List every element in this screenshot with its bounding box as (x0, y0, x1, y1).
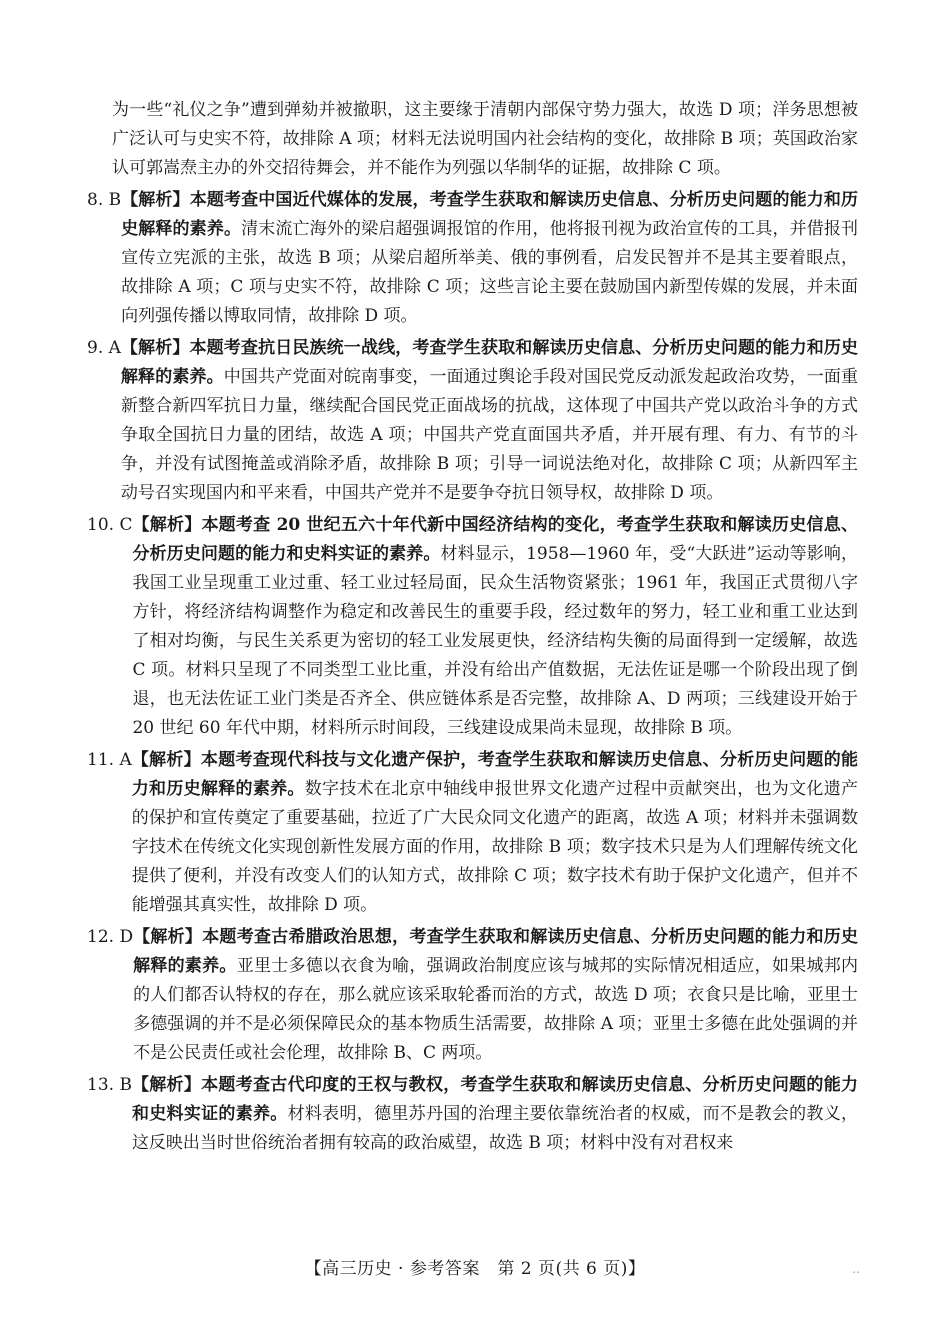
item-number: 12. D (87, 927, 134, 947)
footer-dots: .. (852, 1262, 860, 1276)
analysis-tag: 【解析】 (133, 927, 203, 947)
item-explanation: 材料表明，德里苏丹国的治理主要依靠统治者的权威，而不是教会的教义，这反映出当时世俗统治者拥有较高的政治威望，故选 B 项；材料中没有对君权来 (131, 1104, 859, 1153)
item-focus: 本题考查中国近代媒体的发展，考查学生获取和解读历史信息、分析历史问题的能力和历史解释的素养。 (121, 190, 859, 239)
item-explanation: 亚里士多德以衣食为喻，强调政治制度应该与城邦的实际情况相适应，如果城邦内的人们都否认特权的存在，那么就应该采取轮番而治的方式，故选 D 项；衣食只是比喻，亚里士多德强调的并不是必须保障民众的基本物质生活需要，故排除 A 项；亚里士多德在此处强调的并不是公民责任或社会伦理，故排除 B、C 两项。 (133, 956, 859, 1063)
item-focus: 本题考查古希腊政治思想，考查学生获取和解读历史信息、分析历史问题的能力和历史解释的素养。 (133, 927, 859, 976)
item-focus: 本题考查现代科技与文化遗产保护，考查学生获取和解读历史信息、分析历史问题的能力和历史解释的素养。 (131, 750, 859, 799)
item-focus: 本题考查抗日民族统一战线，考查学生获取和解读历史信息、分析历史问题的能力和历史解释的素养。 (120, 338, 859, 387)
item-number: 9. A (87, 338, 121, 358)
item-explanation: 清末流亡海外的梁启超强调报馆的作用，他将报刊视为政治宣传的工具，并借报刊宣传立宪派的主张，故选 B 项；从梁启超所举美、俄的事例看，启发民智并不是其主要着眼点，故排除 A 项；C 项与史实不符，故排除 C 项；这些言论主要在鼓励国内新型传媒的发展，并未面向列强传播以博取同情，故排除 D 项。 (121, 219, 859, 326)
item-number: 8. B (87, 190, 122, 210)
intro-paragraph: 为一些“礼仪之争”遭到弹劾并被撤职，这主要缘于清朝内部保守势力强大，故选 D 项；洋务思想被广泛认可与史实不符，故排除 A 项；材料无法说明国内社会结构的变化，故排除 B 项；英国政治家认可郭嵩焘主办的外交招待舞会，并不能作为列强以华制华的证据，故排除 C 项。 (112, 100, 858, 178)
answer-item-10 (87, 511, 859, 743)
item-explanation: 中国共产党面对皖南事变，一面通过舆论手段对国民党反动派发起政治攻势，一面重新整合新四军抗日力量，继续配合国民党正面战场的抗战，这体现了中国共产党以政治斗争的方式争取全国抗日力量的团结，故选 A 项；中国共产党直面国共矛盾，并开展有理、有力、有节的斗争，并没有试图掩盖或消除矛盾，故排除 B 项；引导一词说法绝对化，故排除 C 项；从新四军主动号召实现国内和平来看，中国共产党并不是要争夺抗日领导权，故排除 D 项。 (120, 367, 859, 503)
analysis-tag: 【解析】 (121, 190, 190, 210)
answer-item-9 (87, 334, 859, 508)
answer-item-13 (87, 1071, 859, 1158)
item-number: 11. A (87, 750, 132, 770)
item-explanation: 材料显示，1958—1960 年，受“大跃进”运动等影响，我国工业呈现重工业过重、轻工业过轻局面，民众生活物资紧张；1961 年，我国正式贯彻八字方针，将经济结构调整作为稳定和改善民生的重要手段，经过数年的努力，轻工业和重工业达到了相对均衡，与民生关系更为密切的轻工业发展更快，经济结构失衡的局面得到一定缓解，故选 C 项。材料只呈现了不同类型工业比重，并没有给出产值数据，无法佐证是哪一个阶段出现了倒退，也无法佐证工业门类是否齐全、供应链体系是否完整，故排除 A、D 两项；三线建设开始于 20 世纪 60 年代中期，材料所示时间段，三线建设成果尚未显现，故排除 B 项。 (132, 544, 859, 738)
item-focus: 本题考查古代印度的王权与教权，考查学生获取和解读历史信息、分析历史问题的能力和史料实证的素养。 (131, 1075, 859, 1124)
page-footer: 【高三历史 · 参考答案 第 2 页(共 6 页)】 (304, 1259, 646, 1279)
analysis-tag: 【解析】 (120, 338, 190, 358)
analysis-tag: 【解析】 (131, 1075, 202, 1095)
item-explanation: 数字技术在北京中轴线申报世界文化遗产过程中贡献突出，也为文化遗产的保护和宣传奠定了重要基础，拉近了广大民众同文化遗产的距离，故选 A 项；材料并未强调数字技术在传统文化实现创新性发展方面的作用，故排除 B 项；数字技术只是为人们理解传统文化提供了便利，并没有改变人们的认知方式，故排除 C 项；数字技术有助于保护文化遗产，但并不能增强其真实性，故排除 D 项。 (131, 779, 859, 915)
analysis-tag: 【解析】 (132, 515, 202, 535)
answer-item-8 (87, 186, 859, 331)
analysis-tag: 【解析】 (131, 750, 201, 770)
answer-item-11 (87, 746, 859, 920)
item-number: 10. C (87, 515, 133, 535)
item-focus: 本题考查 20 世纪五六十年代新中国经济结构的变化，考查学生获取和解读历史信息、分析历史问题的能力和史料实证的素养。 (132, 515, 858, 564)
item-number: 13. B (87, 1075, 132, 1095)
answer-item-12 (87, 923, 859, 1068)
